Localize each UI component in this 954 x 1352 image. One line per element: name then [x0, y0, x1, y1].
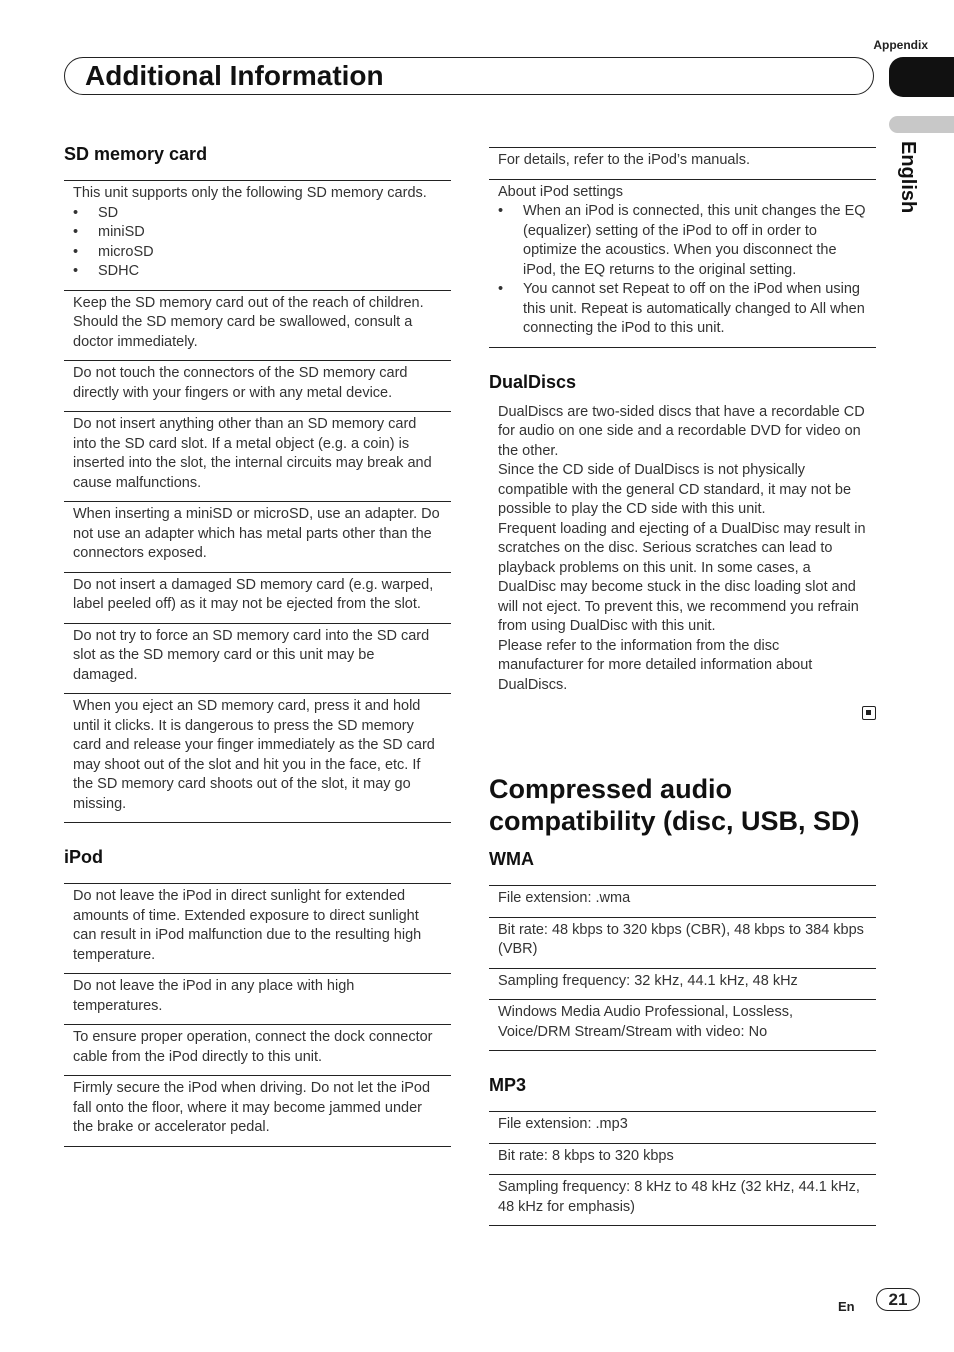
page-title-box — [64, 57, 874, 95]
mp3-item: Bit rate: 8 kbps to 320 kbps — [489, 1144, 876, 1176]
list-item: • SDHC — [73, 262, 442, 282]
sd-note: When inserting a miniSD or microSD, use an adapter. Do not use an adapter which has metal parts other than the connectors exposed. — [64, 502, 451, 573]
ipod-note: Do not leave the iPod in direct sunlight for extended amounts of time. Extended exposure to direct sunlight can result in iPod malfunction due to the resulting high temperature. — [64, 883, 451, 974]
list-item: • SD — [73, 204, 442, 224]
wma-item: Sampling frequency: 32 kHz, 44.1 kHz, 48 kHz — [489, 969, 876, 1001]
language-tab-marker — [889, 116, 954, 133]
ipod-heading: iPod — [64, 847, 103, 867]
wma-heading: WMA — [489, 849, 534, 869]
left-column — [64, 142, 451, 1147]
dualdiscs-paragraph: DualDiscs are two-sided discs that have a recordable CD for audio on one side and a recordable DVD for video on the other. — [498, 403, 865, 459]
dualdiscs-paragraph: Since the CD side of DualDiscs is not physically compatible with the general CD standard, it may not be possible to play the CD side with this unit. — [498, 462, 852, 517]
compressed-audio-heading: Compressed audio compatibility (disc, USB, SD) — [489, 774, 860, 836]
ipod-note: To ensure proper operation, connect the dock connector cable from the iPod directly to this unit. — [64, 1025, 451, 1076]
sd-heading: SD memory card — [64, 144, 208, 164]
ipod-settings-heading: About iPod settings — [498, 183, 623, 200]
sd-supported-block — [64, 180, 451, 291]
dualdiscs-paragraph: Please refer to the information from the disc manufacturer for more detailed information about DualDiscs. — [498, 637, 813, 693]
sd-note: Do not try to force an SD memory card into the SD card slot as the SD memory card or this unit may be damaged. — [64, 624, 451, 695]
list-item: • When an iPod is connected, this unit changes the EQ (equalizer) setting of the iPod to off in order to optimize the acoustics. When you disconnect the iPod, the EQ returns to the original setting. — [498, 202, 867, 280]
wma-item: Bit rate: 48 kbps to 320 kbps (CBR), 48 kbps to 384 kbps (VBR) — [489, 918, 876, 969]
section-label: Appendix — [873, 38, 928, 52]
ipod-settings-list — [498, 202, 867, 339]
end-of-section-mark — [489, 706, 876, 725]
ipod-details-note: For details, refer to the iPod’s manuals. — [489, 147, 876, 180]
ipod-note: Firmly secure the iPod when driving. Do not let the iPod fall onto the floor, where it may become jammed under the brake or accelerator pedal. — [64, 1076, 451, 1147]
sd-note: Do not touch the connectors of the SD memory card directly with your fingers or with any metal device. — [64, 361, 451, 412]
ipod-note: Do not leave the iPod in any place with high temperatures. — [64, 974, 451, 1025]
sd-intro: This unit supports only the following SD memory cards. — [73, 185, 427, 201]
mp3-item: File extension: .mp3 — [489, 1111, 876, 1144]
sd-note: Keep the SD memory card out of the reach of children. Should the SD memory card be swallowed, consult a doctor immediately. — [64, 291, 451, 362]
wma-item: Windows Media Audio Professional, Lossless, Voice/DRM Stream/Stream with video: No — [489, 1000, 876, 1051]
sd-note: Do not insert a damaged SD memory card (e.g. warped, label peeled off) as it may not be ejected from the slot. — [64, 573, 451, 624]
sd-note: Do not insert anything other than an SD memory card into the SD card slot. If a metal object (e.g. a coin) is inserted into the slot, the internal circuits may break and cause malfunctions. — [64, 412, 451, 502]
ipod-settings-block — [489, 180, 876, 348]
page-number: 21 — [876, 1288, 920, 1311]
mp3-item: Sampling frequency: 8 kHz to 48 kHz (32 kHz, 44.1 kHz, 48 kHz for emphasis) — [489, 1175, 876, 1226]
right-column — [489, 147, 876, 1226]
page-title: Additional Information — [85, 60, 384, 91]
mp3-heading: MP3 — [489, 1075, 527, 1095]
dualdiscs-paragraph: Frequent loading and ejecting of a DualDisc may result in scratches on the disc. Serious scratches can lead to playback problems on this unit. In some cases, a DualDisc may become stuck in the disc loading slot and will not eject. To prevent this, we recommend you refrain from using DualDisc with this unit. — [498, 520, 866, 634]
list-item: • microSD — [73, 243, 442, 263]
sd-type-list — [73, 204, 442, 282]
footer-language-code: En — [838, 1299, 855, 1314]
dualdiscs-body — [489, 400, 876, 699]
list-item: • miniSD — [73, 223, 442, 243]
dualdiscs-heading: DualDiscs — [489, 371, 577, 392]
language-tab: English — [897, 141, 919, 214]
wma-item: File extension: .wma — [489, 885, 876, 918]
sd-note: When you eject an SD memory card, press it and hold until it clicks. It is dangerous to press the SD memory card and release your finger immediately as the SD card may shoot out of the slot and hit you in the face, etc. If the SD memory card shoots out of the slot, it may go missing. — [64, 694, 451, 823]
list-item: • You cannot set Repeat to off on the iPod when using this unit. Repeat is automatically changed to All when connecting the iPod to this unit. — [498, 280, 867, 339]
chapter-tab — [889, 57, 954, 97]
end-mark-icon — [862, 706, 876, 720]
